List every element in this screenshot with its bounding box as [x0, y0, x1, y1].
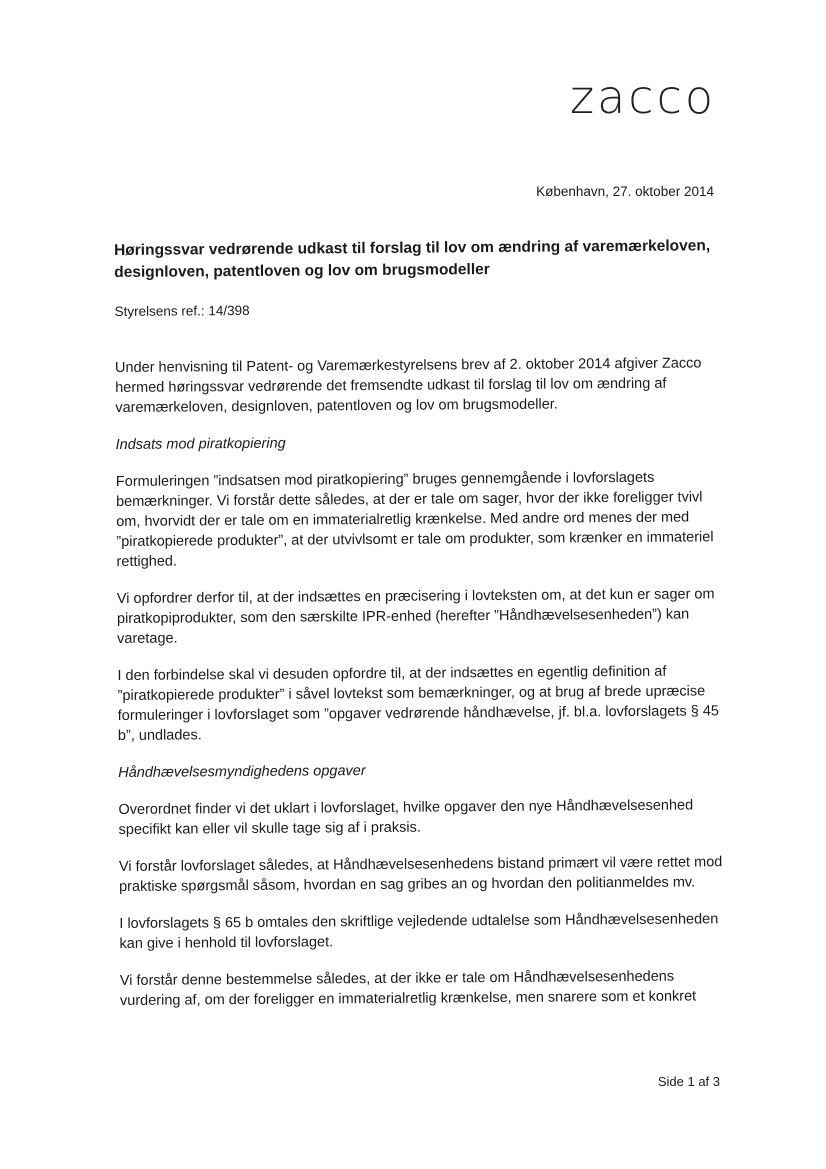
- letter-body: [114, 235, 730, 1028]
- paragraph-unclear-tasks: Overordnet finder vi det uklart i lovforslaget, hvilke opgaver den nye Håndhævelsesenhed specifikt kan eller vil skulle tage sig af i praksis.: [118, 797, 694, 838]
- section-heading-enforcement: Håndhævelsesmyndighedens opgaver: [118, 763, 366, 781]
- paragraph-interpretation: Vi forstår denne bestemmelse således, at der ikke er tale om Håndhævelsesenhedens vurdering af, om der foreligger en immaterialretlig krænkelse, men snarere som et konkret: [119, 968, 697, 1009]
- paragraph-assistance: Vi forstår lovforslaget således, at Håndhævelsesenhedens bistand primært vil være rettet mod praktiske spørgsmål såsom, hvordan en sag gribes an og hvordan den politianmeldes mv.: [118, 854, 723, 895]
- paragraph-section-65b: I lovforslagets § 65 b omtales den skriftlige vejledende udtalelse som Håndhævelsesenheden kan give i henhold til lovforslaget.: [119, 911, 719, 952]
- paragraph-definition: I den forbindelse skal vi desuden opfordre til, at der indsættes en egentlig definition af ”piratkopierede produkter” i såvel lovtekst som bemærkninger, og at brug af brede upræcise formuleringer i lovforslaget som ”opgaver vedrørende håndhævelse, jf. bl.a. lovforslagets § 45 b”, undlades.: [117, 663, 720, 744]
- letter-title: Høringssvar vedrørende udkast til forslag til lov om ændring af varemærkeloven, designloven, patentloven og lov om brugsmodeller: [114, 237, 711, 281]
- letter-date: København, 27. oktober 2014: [536, 184, 714, 199]
- page-number: Side 1 af 3: [657, 1074, 720, 1089]
- paragraph-wording: Formuleringen ”indsatsen mod piratkopiering” bruges gennemgående i lovforslagets bemærkninger. Vi forstår dette således, at der er tale om sager, hvor der ikke foreligger tvivl om, hvorvidt der er tale om en immaterialretlig krænkelse. Med andre ord menes der med ”piratkopierede produkter”, at der utvivlsomt er tale om produkter, som krænker en immateriel rettighed.: [115, 469, 714, 570]
- section-heading-piracy: Indsats mod piratkopiering: [115, 435, 286, 453]
- paragraph-intro: Under henvisning til Patent- og Varemærkestyrelsens brev af 2. oktober 2014 afgiver Zacco hermed høringssvar vedrørende det fremsendte udkast til forslag til lov om ændring af varemærkeloven, designloven, patentloven og lov om brugsmodeller.: [114, 355, 702, 416]
- company-logo: zacco: [569, 70, 716, 124]
- paragraph-clarification: Vi opfordrer derfor til, at der indsættes en præcisering i lovteksten om, at det kun er sager om piratkopiprodukter, som den særskilte IPR-enhed (herefter ”Håndhævelsesenheden”) kan varetage.: [116, 586, 715, 647]
- reference-line: Styrelsens ref.: 14/398: [114, 302, 250, 319]
